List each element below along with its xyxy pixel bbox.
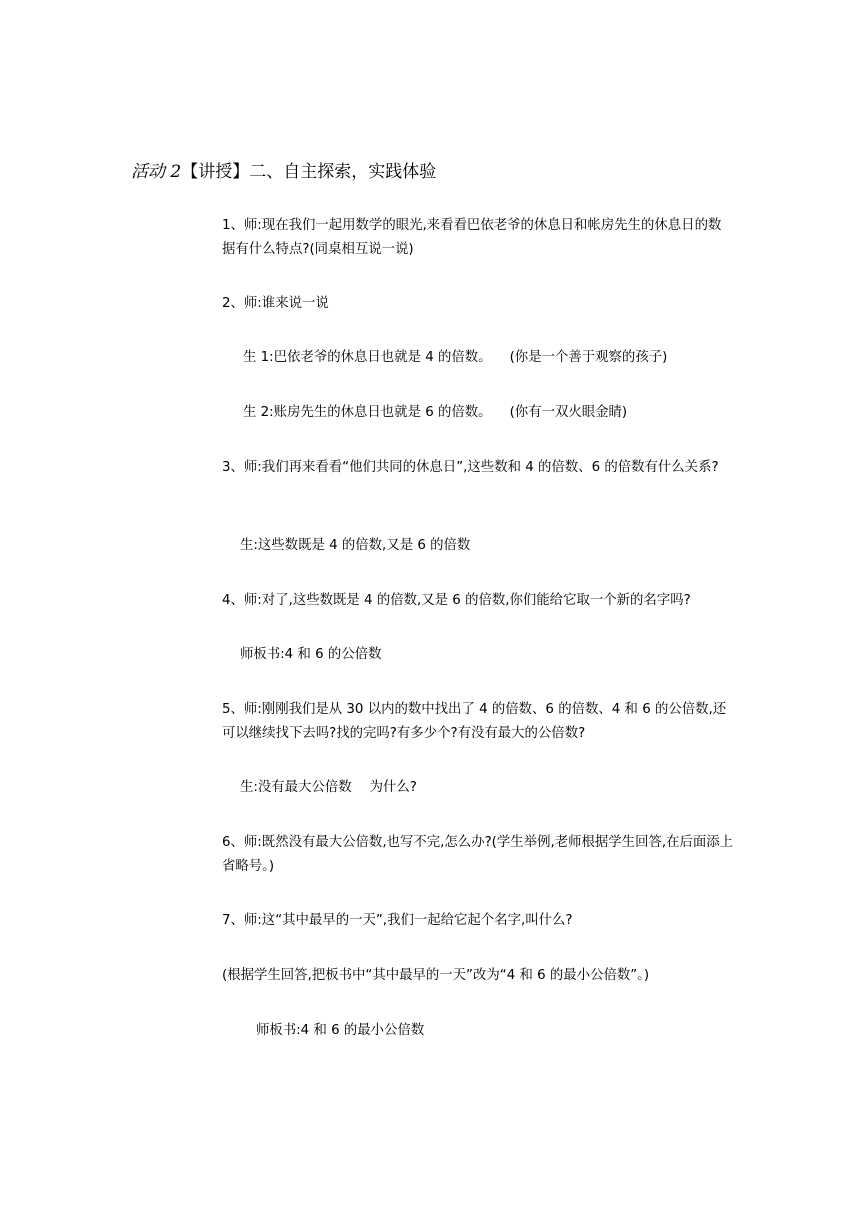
paragraph-teacher-6: 6、师:既然没有最大公倍数,也写不完,怎么办?(学生举例,老师根据学生回答,在后面添上省略号。): [222, 835, 734, 874]
paragraph-note-7: (根据学生回答,把板书中“其中最早的一天”改为“4 和 6 的最小公倍数”。): [222, 968, 650, 983]
activity-heading: [131, 160, 436, 184]
paragraph-student-answer-5: [240, 776, 752, 800]
student-2-answer: 生 2:账房先生的休息日也就是 6 的倍数。: [243, 405, 492, 420]
student-2-comment: (你有一双火眼金睛): [509, 405, 628, 420]
paragraph-teacher-4: 4、师:对了,这些数既是 4 的倍数,又是 6 的倍数,你们能给它取一个新的名字吗?: [222, 593, 691, 608]
paragraph-teacher-1: 1、师:现在我们一起用数学的眼光,来看看巴依老爷的休息日和帐房先生的休息日的数据有什么特点?(同桌相互说一说): [222, 218, 722, 257]
paragraph-teacher-2: 2、师:谁来说一说: [222, 296, 329, 311]
paragraph-student-1: [243, 346, 755, 370]
activity-title: 【讲授】二、自主探索，实践体验: [181, 162, 437, 182]
board-note-common-multiple: 师板书:4 和 6 的公倍数: [240, 647, 382, 662]
student-1-comment: (你是一个善于观察的孩子): [509, 350, 668, 365]
student-answer-5-comment: 为什么?: [369, 780, 417, 795]
activity-label: 活动 2: [131, 162, 182, 182]
board-note-least-common-multiple: 师板书:4 和 6 的最小公倍数: [256, 1023, 425, 1038]
paragraph-student-2: [243, 401, 755, 425]
student-answer-5: 生:没有最大公倍数: [240, 780, 352, 795]
paragraph-teacher-7: 7、师:这“其中最早的一天”,我们一起给它起个名字,叫什么?: [222, 913, 573, 928]
paragraph-teacher-5: 5、师:刚刚我们是从 30 以内的数中找出了 4 的倍数、6 的倍数、4 和 6 的公倍数,还可以继续找下去吗?找的完吗?有多少个?有没有最大的公倍数?: [222, 702, 727, 741]
paragraph-student-answer-3: 生:这些数既是 4 的倍数,又是 6 的倍数: [240, 538, 471, 553]
paragraph-teacher-3: 3、师:我们再来看看“他们共同的休息日”,这些数和 4 的倍数、6 的倍数有什么关系?: [222, 460, 719, 475]
student-1-answer: 生 1:巴依老爷的休息日也就是 4 的倍数。: [243, 350, 492, 365]
